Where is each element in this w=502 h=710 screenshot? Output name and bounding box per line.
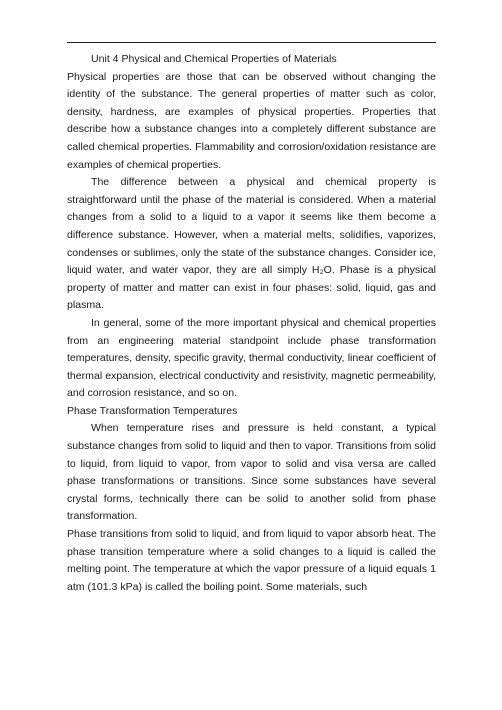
paragraph-phase-difference: The difference between a physical and chemical property is straightforward until the phase of the material is considered. When a material changes from a solid to a liquid to a vapor it seems like them become a difference substance. However, when a material melts, solidifies, vaporizes, condenses or sublimes, only the state of the substance changes. Consider ice, liquid water, and water vapor, they are all simply H₂O. Phase is a physical property of matter and matter can exist in four phases: solid, liquid, gas and plasma. (67, 176, 436, 312)
paragraph-phase-transformations: When temperature rises and pressure is held constant, a typical substance changes from solid to liquid and then to vapor. Transitions from solid to liquid, from liquid to vapor, from vapor to solid and visa versa are called phase transformations or transitions. Since some substances have several crystal forms, technically there can be solid to another solid from phase transformation. (67, 422, 436, 523)
header-rule (67, 42, 436, 43)
paragraph-physical-properties: Physical properties are those that can be observed without changing the identity of the substance. The general properties of matter such as color, density, hardness, are examples of physical properties. Properties that describe how a substance changes into a completely different substance are called chemical properties. Flammability and corrosion/oxidation resistance are examples of chemical properties. (67, 70, 436, 171)
section-heading: Phase Transformation Temperatures (67, 404, 238, 417)
paragraph-engineering-properties: In general, some of the more important physical and chemical properties from an engineering material standpoint include phase transformation temperatures, density, specific gravity, thermal conductivity, linear coefficient of thermal expansion, electrical conductivity and resistivity, magnetic permeability, and corrosion resistance, and so on. (67, 316, 436, 400)
body-text (67, 51, 436, 596)
paragraph-melting-boiling: Phase transitions from solid to liquid, and from liquid to vapor absorb heat. The phase transition temperature where a solid changes to a liquid is called the melting point. The temperature at which the vapor pressure of a liquid equals 1 atm (101.3 kPa) is called the boiling point. Some materials, such (67, 528, 436, 593)
unit-title: Unit 4 Physical and Chemical Properties of Materials (91, 53, 337, 65)
